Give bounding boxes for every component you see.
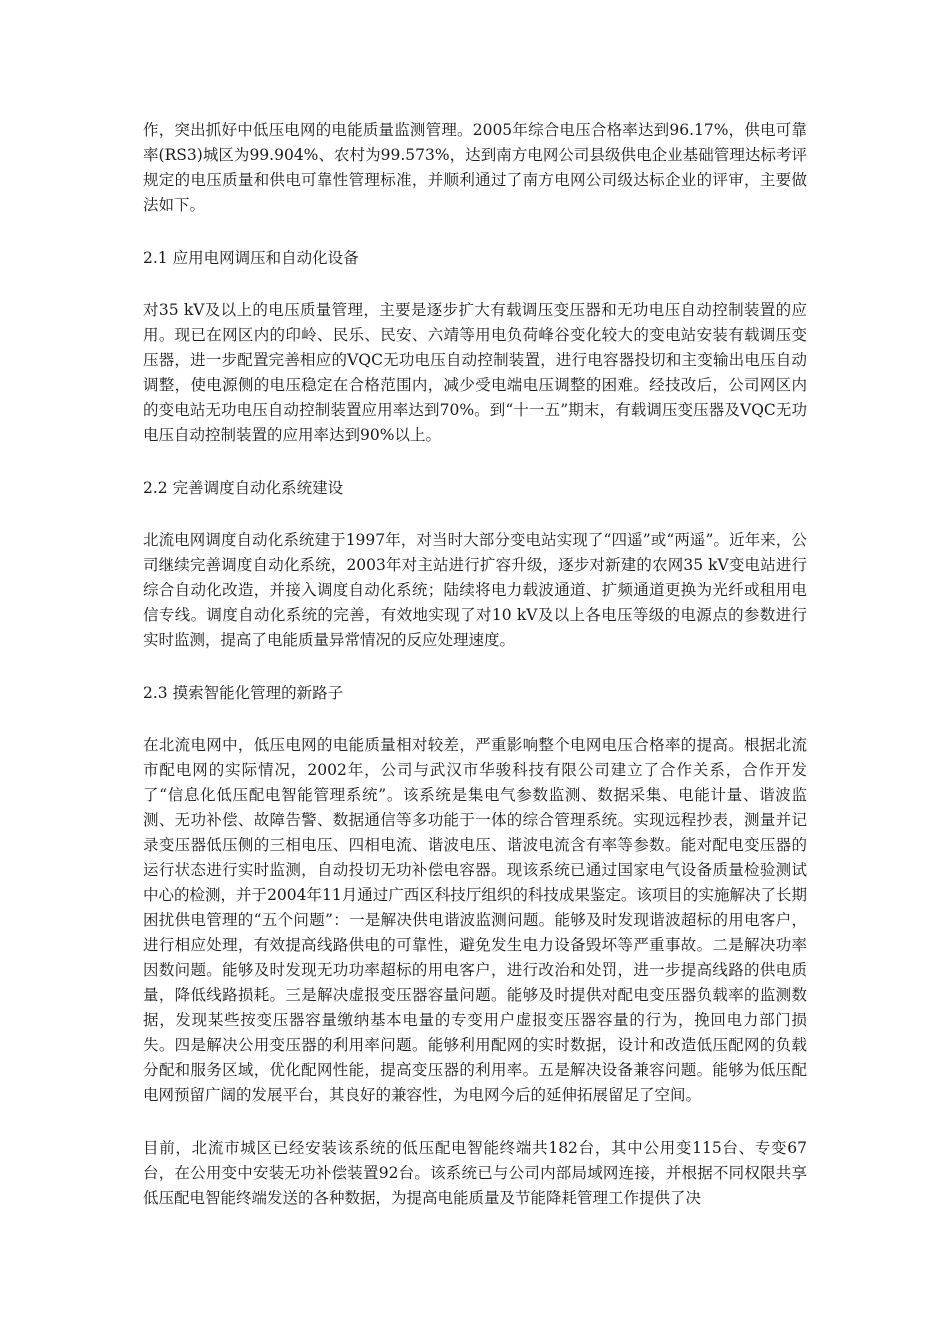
- section-2-3-paragraph-2: 目前，北流市城区已经安装该系统的低压配电智能终端共182台，其中公用变115台、专变67台，在公用变中安装无功补偿装置92台。该系统已与公司内部局域网连接，并根据不同权限共享低压配电智能终端发送的各种数据，为提高电能质量及节能降耗管理工作提供了决: [143, 1139, 807, 1207]
- section-heading-2-2: 2.2 完善调度自动化系统建设: [143, 479, 344, 497]
- spacer: [143, 271, 807, 298]
- section-2-3-paragraph-1: 在北流电网中，低压电网的电能质量相对较差，严重影响整个电网电压合格率的提高。根据北流市配电网的实际情况，2002年，公司与武汉市华骏科技有限公司建立了合作关系，合作开发了“信息化低压配电智能管理系统”。该系统是集电气参数监测、数据采集、电能计量、谐波监测、无功补偿、故障告警、数据通信等多功能于一体的综合管理系统。实现远程抄表，测量并记录变压器低压侧的三相电压、四相电流、谐波电压、谐波电流含有率等参数。能对配电变压器的运行状态进行实时监测，自动投切无功补偿电容器。现该系统已通过国家电气设备质量检验测试中心的检测，并于2004年11月通过广西区科技厅组织的科技成果鉴定。该项目的实施解决了长期困扰供电管理的“五个问题”：一是解决供电谐波监测问题。能够及时发现谐波超标的用电客户，进行相应处理，有效提高线路供电的可靠性，避免发生电力设备毁坏等严重事故。二是解决功率因数问题。能够及时发现无功功率超标的用电客户，进行改治和处罚，进一步提高线路的供电质量，降低线路损耗。三是解决虚报变压器容量问题。能够及时提供对配电变压器负载率的监测数据，发现某些按变压器容量缴纳基本电量的专变用户虚报变压器容量的行为，挽回电力部门损失。四是解决公用变压器的利用率问题。能够利用配网的实时数据，设计和改造低压配网的负载分配和服务区域，优化配网性能，提高变压器的利用率。五是解决设备兼容问题。能够为低压配电网预留广阔的发展平台，其良好的兼容性，为电网今后的延伸拓展留足了空间。: [143, 736, 807, 1104]
- section-heading-2-1: 2.1 应用电网调压和自动化设备: [143, 249, 359, 267]
- spacer: [143, 501, 807, 528]
- spacer: [143, 706, 807, 733]
- intro-paragraph: 作，突出抓好中低压电网的电能质量监测管理。2005年综合电压合格率达到96.17%，供电可靠率(RS3)城区为99.904%、农村为99.573%，达到南方电网公司县级供电企业基础管理达标考评规定的电压质量和供电可靠性管理标准，并顺利通过了南方电网公司级达标企业的评审，主要做法如下。: [143, 121, 807, 214]
- section-2-2-paragraph: 北流电网调度自动化系统建于1997年，对当时大部分变电站实现了“四遥”或“两遥”。近年来，公司继续完善调度自动化系统，2003年对主站进行扩容升级，逐步对新建的农网35 kV变电站进行综合自动化改造，并接入调度自动化系统；陆续将电力载波通道、扩频通道更换为光纤或租用电信专线。调度自动化系统的完善，有效地实现了对10 kV及以上各电压等级的电源点的参数进行实时监测，提高了电能质量异常情况的反应处理速度。: [143, 531, 807, 649]
- spacer: [143, 653, 807, 681]
- section-2-1-paragraph: 对35 kV及以上的电压质量管理，主要是逐步扩大有载调压变压器和无功电压自动控制装置的应用。现已在网区内的印岭、民乐、民安、六靖等用电负荷峰谷变化较大的变电站安装有载调压变压器，进一步配置完善相应的VQC无功电压自动控制装置，进行电容器投切和主变输出电压自动调整，使电源侧的电压稳定在合格范围内，减少受电端电压调整的困难。经技改后，公司网区内的变电站无功电压自动控制装置应用率达到70%。到“十一五”期末，有载调压变压器及VQC无功电压自动控制装置的应用率达到90%以上。: [143, 301, 807, 444]
- spacer: [143, 218, 807, 246]
- spacer: [143, 448, 807, 476]
- document-page: [143, 118, 807, 1211]
- spacer: [143, 1108, 807, 1136]
- section-heading-2-3: 2.3 摸索智能化管理的新路子: [143, 684, 344, 702]
